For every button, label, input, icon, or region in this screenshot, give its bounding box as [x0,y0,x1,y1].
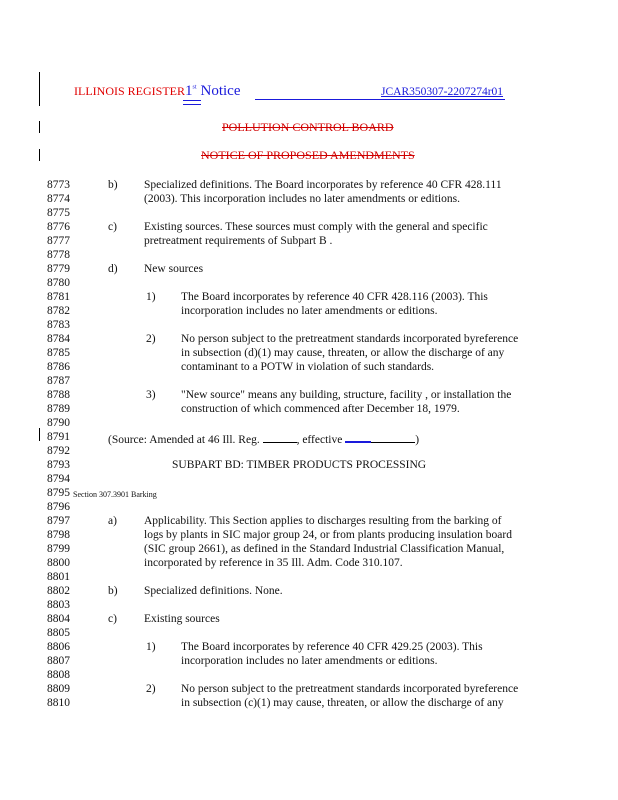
source-prefix: (Source: Amended at 46 Ill. Reg. [108,434,260,446]
body-line: Specialized definitions. The Board incorporates by reference 40 CFR 428.111 [144,179,502,191]
label-b: b) [108,179,118,191]
issue-underline-2 [183,104,201,105]
body-line: (SIC group 2661), as defined in the Standard Industrial Classification Manual, [144,543,505,555]
label-a: a) [108,515,117,527]
body-line: incorporation includes no later amendments or editions. [181,655,438,667]
line-number: 8802 [47,585,70,597]
line-number: 8798 [47,529,70,541]
notice-heading: NOTICE OF PROPOSED AMENDMENTS [201,148,415,162]
line-number: 8788 [47,389,70,401]
line-number: 8773 [47,179,70,191]
body-line: Existing sources. These sources must comply with the general and specific [144,221,488,233]
line-number: 8799 [47,543,70,555]
line-number: 8806 [47,641,70,653]
line-number: 8796 [47,501,70,513]
header-underline [255,99,505,100]
line-number: 8807 [47,655,70,667]
body-line: Specialized definitions. None. [144,585,283,597]
line-number: 8793 [47,459,70,471]
change-bar-board [39,121,40,133]
line-number: 8782 [47,305,70,317]
line-number: 8786 [47,361,70,373]
line-number: 8808 [47,669,70,681]
line-number: 8792 [47,445,70,457]
body-line: New sources [144,263,204,275]
line-number: 8803 [47,599,70,611]
issue-underline [183,100,201,101]
label-b2: b) [108,585,118,597]
line-number: 8804 [47,613,70,625]
body-line: pretreatment requirements of Subpart B . [144,235,333,247]
label-c2: c) [108,613,117,625]
line-number: 8784 [47,333,70,345]
issue-suffix: st [192,84,197,91]
board-heading: POLLUTION CONTROL BOARD [222,120,394,134]
source-effective: , effective [296,434,343,446]
change-bar-header [39,72,40,106]
body-line: The Board incorporates by reference 40 CFR 428.116 (2003). This [181,291,488,303]
label-c1: 1) [146,641,156,653]
line-number: 8801 [47,571,70,583]
body-line: Applicability. This Section applies to discharges resulting from the barking of [144,515,502,527]
line-number: 8777 [47,235,70,247]
line-number: 8776 [47,221,70,233]
line-number: 8783 [47,319,70,331]
line-number: 8810 [47,697,70,709]
body-line: No person subject to the pretreatment standards incorporated byreference [181,683,519,695]
body-line: The Board incorporates by reference 40 CFR 429.25 (2003). This [181,641,483,653]
body-line: in subsection (c)(1) may cause, threaten, or allow the discharge of any [181,697,504,709]
body-line: Existing sources [144,613,220,625]
change-bar-source [39,428,40,441]
label-d3: 3) [146,389,156,401]
body-line: (2003). This incorporation includes no later amendments or editions. [144,193,460,205]
line-number: 8778 [47,249,70,261]
body-line: No person subject to the pretreatment standards incorporated byreference [181,333,519,345]
line-number: 8774 [47,193,70,205]
line-number: 8775 [47,207,70,219]
line-number: 8789 [47,403,70,415]
body-line: in subsection (d)(1) may cause, threaten, or allow the discharge of any [181,347,505,359]
line-number: 8787 [47,375,70,387]
body-line: construction of which commenced after December 18, 1979. [181,403,460,415]
label-c: c) [108,221,117,233]
register-title: ILLINOIS REGISTER [74,84,185,98]
line-number: 8779 [47,263,70,275]
line-number: 8781 [47,291,70,303]
line-number: 8805 [47,627,70,639]
line-number: 8797 [47,515,70,527]
line-number: 8800 [47,557,70,569]
body-line: logs by plants in SIC major group 24, or from plants producing insulation board [144,529,512,541]
label-d2: 2) [146,333,156,345]
label-d: d) [108,263,118,275]
source-suffix: ) [415,434,420,446]
body-line: incorporation includes no later amendments or editions. [181,305,438,317]
line-number: 8795 [47,487,70,499]
section-heading: Section 307.3901 Barking [73,490,157,499]
subpart-heading: SUBPART BD: TIMBER PRODUCTS PROCESSING [172,459,427,471]
issue-number: 1 [185,83,193,99]
change-bar-notice [39,149,40,161]
label-d1: 1) [146,291,156,303]
line-number: 8785 [47,347,70,359]
line-number: 8809 [47,683,70,695]
line-number: 8780 [47,277,70,289]
line-number: 8791 [47,431,70,443]
body-line: "New source" means any building, structure, facility , or installation the [181,389,512,401]
source-note [108,431,419,446]
label-c2-2: 2) [146,683,156,695]
jcar-id: JCAR350307-2207274r01 [381,86,504,98]
notice-label: Notice [200,83,241,99]
reg-blank [263,432,297,443]
page-header [74,82,241,100]
effective-blank-blue [345,431,371,443]
line-number: 8794 [47,473,70,485]
effective-blank [371,432,415,443]
line-number: 8790 [47,417,70,429]
body-line: contaminant to a POTW in violation of such standards. [181,361,435,373]
body-line: incorporated by reference in 35 Ill. Adm. Code 310.107. [144,557,403,569]
